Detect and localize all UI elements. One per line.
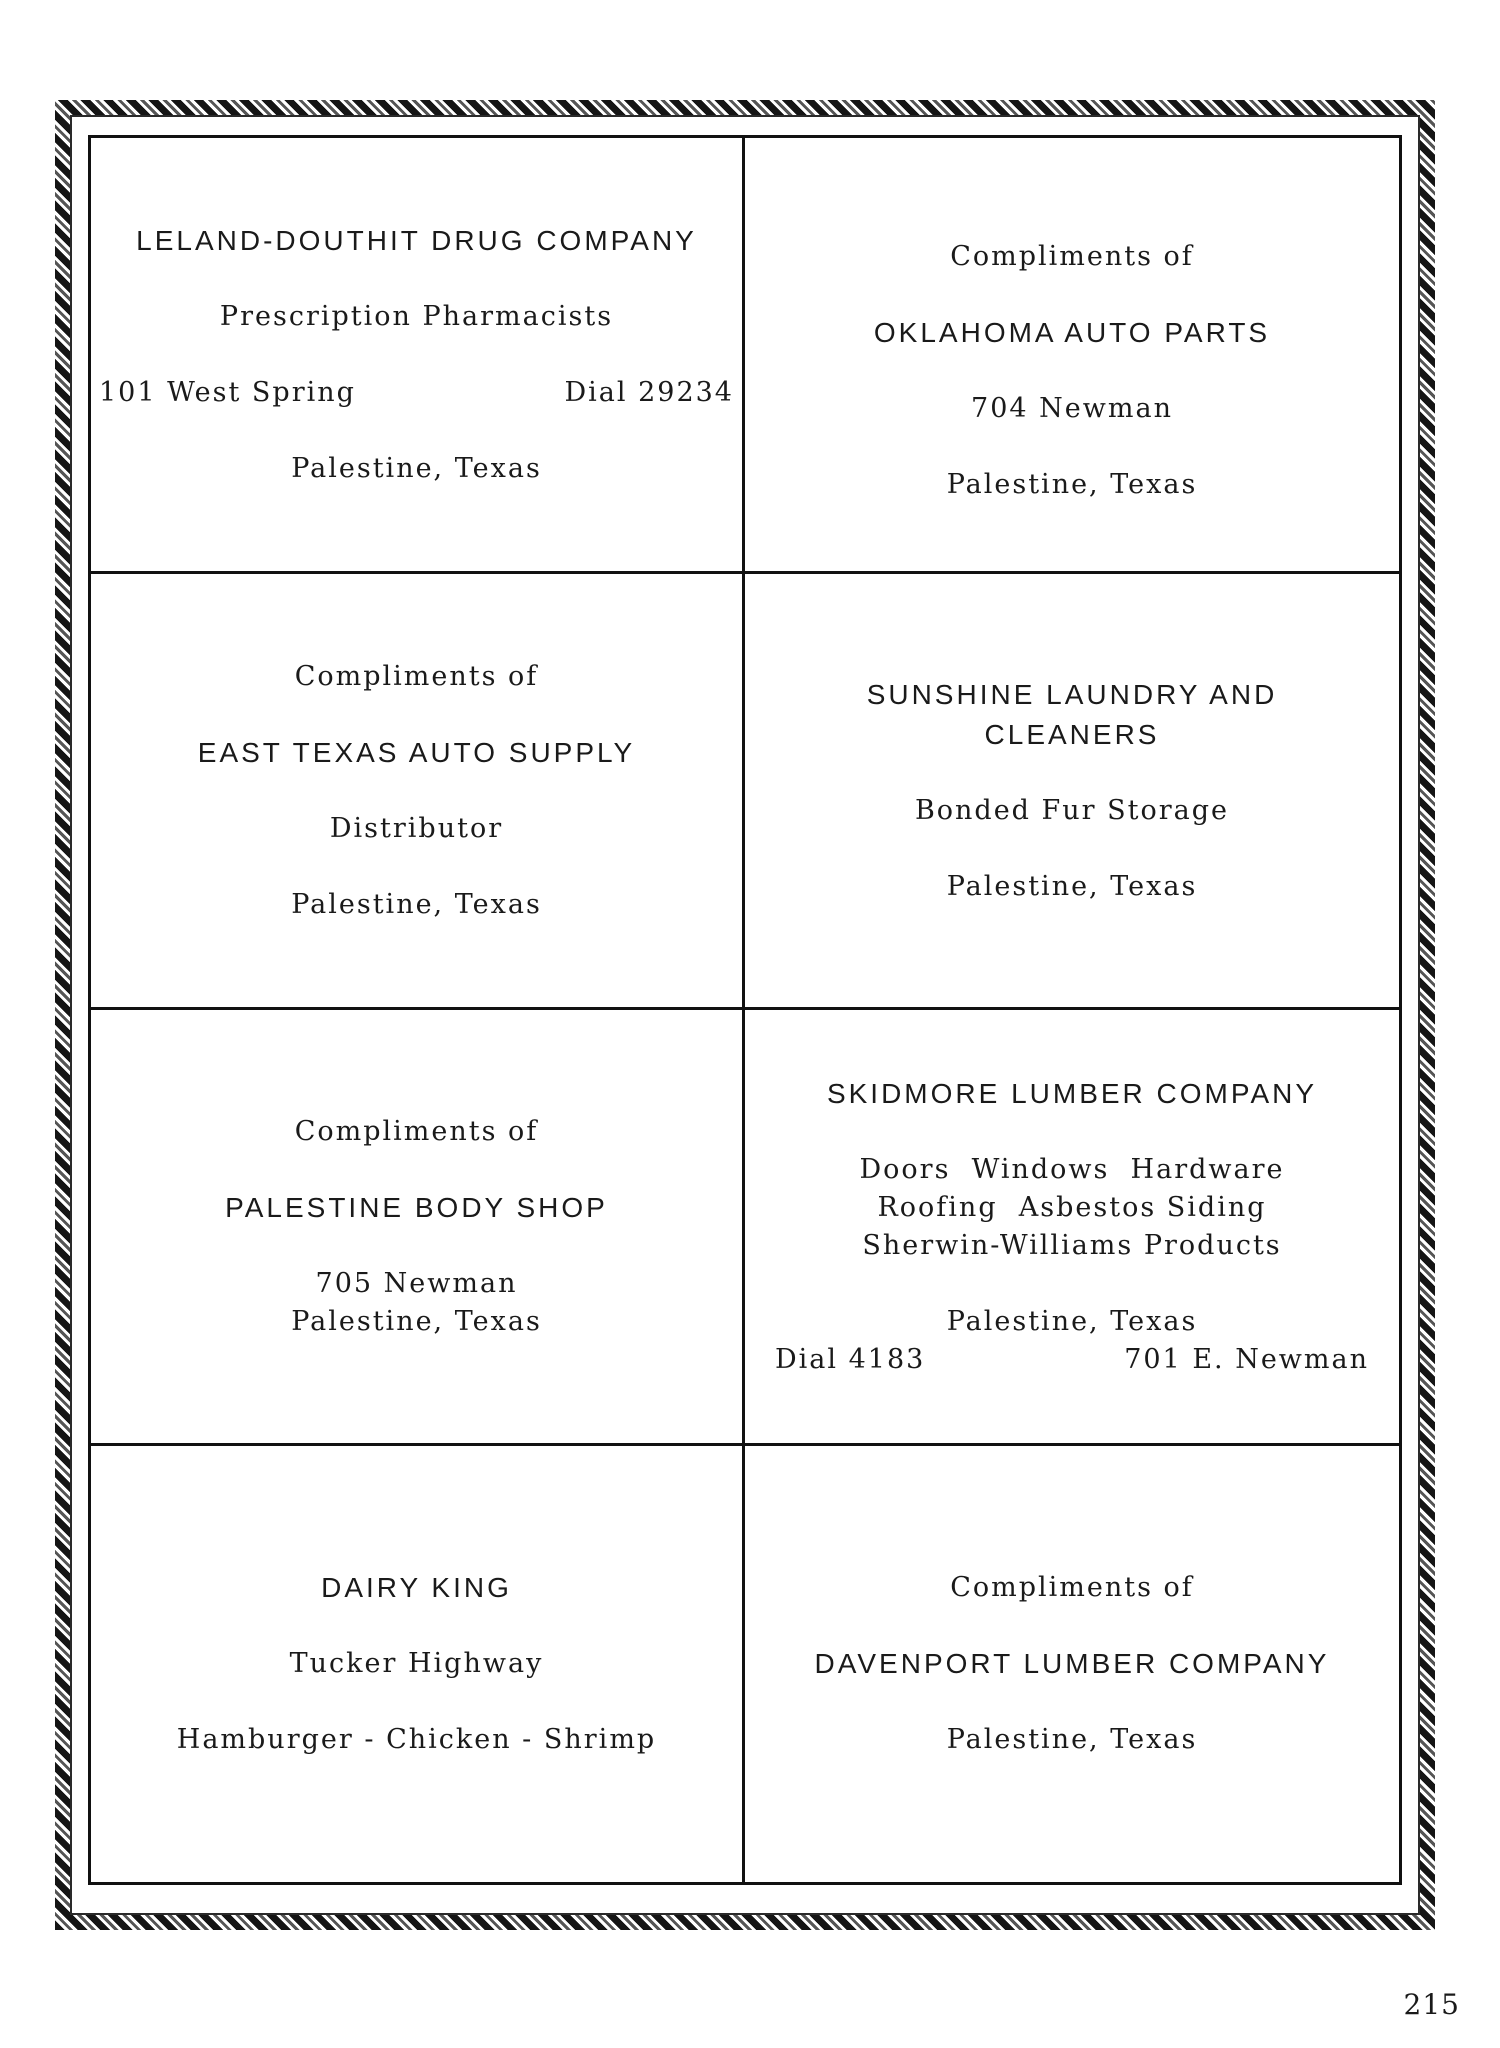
- ad-intro: Compliments of: [950, 1572, 1194, 1603]
- ad-leland-douthit: [91, 138, 745, 574]
- ad-city: Palestine, Texas: [946, 469, 1198, 500]
- ad-name: LELAND-DOUTHIT DRUG COMPANY: [136, 224, 697, 256]
- ad-name-line2: CLEANERS: [984, 718, 1160, 750]
- ad-east-texas-auto-supply: [91, 574, 745, 1010]
- ad-address: Tucker Highway: [289, 1648, 544, 1679]
- ad-sunshine-laundry: [745, 574, 1399, 1010]
- ad-phone: Dial 29234: [564, 376, 734, 408]
- ad-oklahoma-auto-parts: [745, 138, 1399, 574]
- ad-address: 701 E. Newman: [1124, 1343, 1369, 1375]
- ad-line: Bonded Fur Storage: [914, 794, 1230, 826]
- ad-phone: Dial 4183: [775, 1343, 926, 1375]
- page-number: 215: [1403, 1988, 1460, 2021]
- ad-products-2: Roofing Asbestos Siding: [877, 1191, 1267, 1223]
- ad-grid: [88, 135, 1402, 1885]
- ad-products-3: Sherwin-Williams Products: [862, 1229, 1282, 1261]
- ad-address: 101 West Spring: [99, 376, 356, 408]
- ad-address: 704 Newman: [971, 393, 1173, 424]
- ad-name: EAST TEXAS AUTO SUPPLY: [197, 736, 636, 768]
- ad-name: SKIDMORE LUMBER COMPANY: [826, 1077, 1318, 1109]
- ad-line: Distributor: [329, 812, 504, 844]
- ad-davenport-lumber: [745, 1446, 1399, 1882]
- ad-intro: Compliments of: [294, 660, 539, 692]
- ad-name: OKLAHOMA AUTO PARTS: [873, 317, 1271, 348]
- ad-intro: Compliments of: [950, 241, 1194, 272]
- ad-city: Palestine, Texas: [291, 452, 542, 484]
- ad-name: DAIRY KING: [321, 1572, 512, 1603]
- ad-city: Palestine, Texas: [291, 1305, 542, 1337]
- ad-name: DAVENPORT LUMBER COMPANY: [814, 1648, 1330, 1679]
- ad-name: PALESTINE BODY SHOP: [225, 1191, 608, 1223]
- ad-intro: Compliments of: [294, 1115, 539, 1147]
- ad-city: Palestine, Texas: [946, 1305, 1198, 1337]
- ad-dairy-king: [91, 1446, 745, 1882]
- ad-address: 705 Newman: [315, 1267, 518, 1299]
- ad-palestine-body-shop: [91, 1010, 745, 1446]
- ad-city: Palestine, Texas: [946, 1724, 1198, 1755]
- ad-name-line1: SUNSHINE LAUNDRY AND: [866, 678, 1278, 710]
- ad-contact-row: [775, 1341, 1369, 1379]
- ad-city: Palestine, Texas: [291, 888, 542, 920]
- ad-products-1: Doors Windows Hardware: [859, 1153, 1285, 1185]
- ad-address-row: [99, 374, 734, 412]
- ad-city: Palestine, Texas: [946, 870, 1198, 902]
- ad-line: Hamburger - Chicken - Shrimp: [176, 1724, 657, 1755]
- ad-line: Prescription Pharmacists: [219, 300, 614, 332]
- ad-skidmore-lumber: [745, 1010, 1399, 1446]
